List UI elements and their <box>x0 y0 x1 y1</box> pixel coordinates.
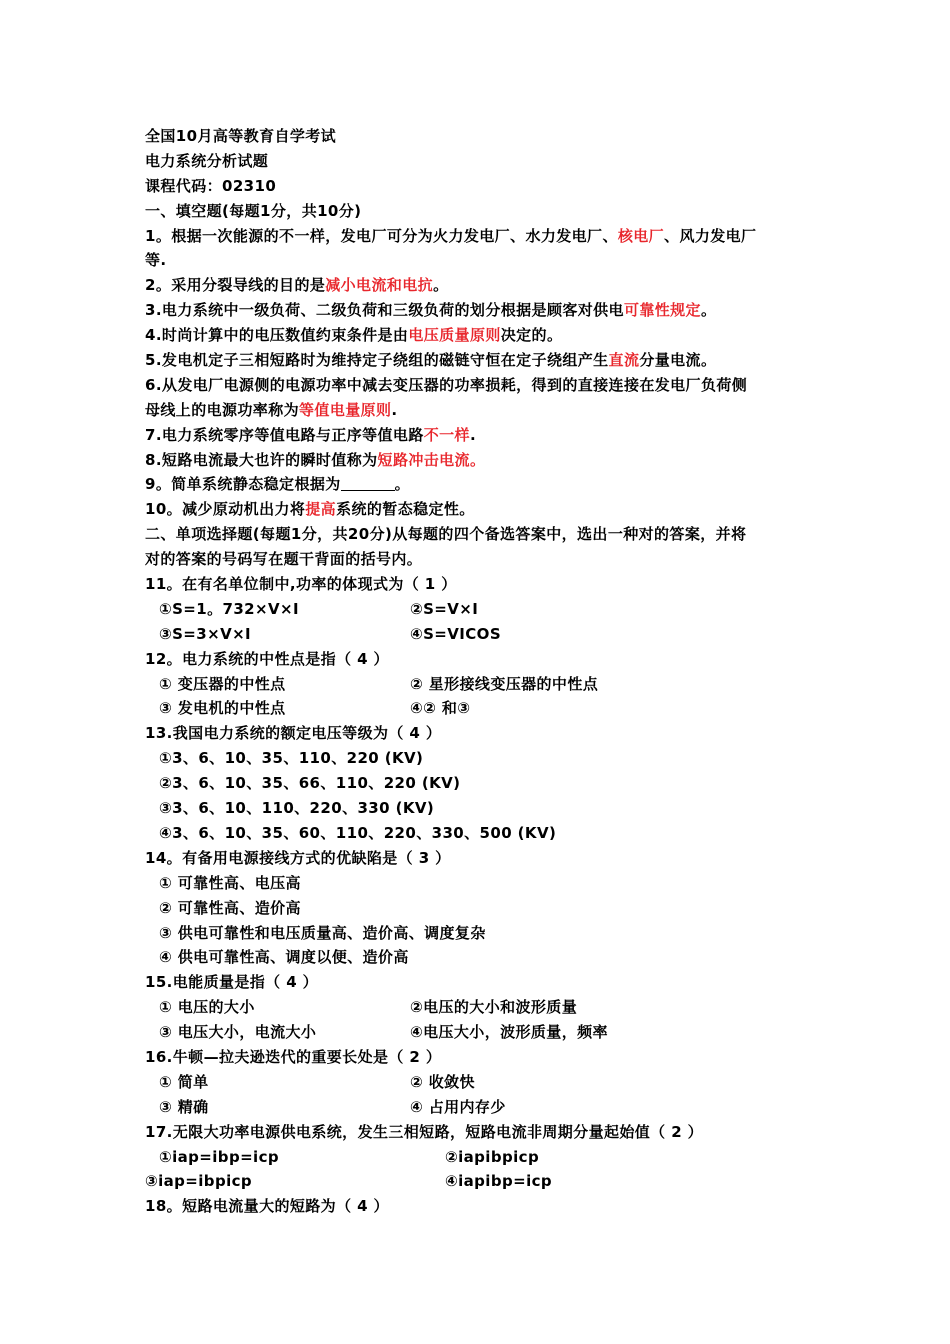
option-13-4: ④3、6、10、35、60、110、220、330、500 (KV) <box>159 823 557 842</box>
option: ② 星形接线变压器的中性点 <box>410 674 599 693</box>
section2-title-cont: 对的答案的号码写在题干背面的括号内。 <box>145 550 423 569</box>
section1-title: 一、填空题(每题1分，共10分) <box>145 201 362 220</box>
option-13-3: ③3、6、10、110、220、330 (KV) <box>159 799 435 818</box>
options-15-row1 <box>145 995 815 1020</box>
question-7: 7.电力系统零序等值电路与正序等值电路不一样. <box>145 425 477 444</box>
option: ②S=V×I <box>410 599 479 618</box>
question-2: 2。采用分裂导线的目的是减小电流和电抗。 <box>145 276 449 295</box>
question-8: 8.短路电流最大也许的瞬时值称为短路冲击电流。 <box>145 450 486 469</box>
option-14-2: ② 可靠性高、造价高 <box>159 898 301 917</box>
options-15-row2 <box>145 1020 815 1045</box>
option: ④S=VICOS <box>410 624 502 643</box>
option-14-4: ④ 供电可靠性高、调度以便、造价高 <box>159 948 409 967</box>
question-1: 1。根据一次能源的不一样，发电厂可分为火力发电厂、水力发电厂、核电厂、风力发电厂 <box>145 226 757 245</box>
options-12-row1 <box>145 672 815 697</box>
answer-10: 提高 <box>305 500 337 519</box>
answer-1: 核电厂 <box>617 226 665 245</box>
question-4: 4.时尚计算中的电压数值约束条件是由电压质量原则决定的。 <box>145 326 563 345</box>
answer-blank-9 <box>341 476 395 491</box>
section2-title: 二、单项选择题(每题1分，共20分)从每题的四个备选答案中，选出一种对的答案，并将 <box>145 525 747 544</box>
option: ③ 精确 <box>159 1097 209 1116</box>
option: ③ 发电机的中性点 <box>159 699 286 718</box>
question-12: 12。电力系统的中性点是指（ 4 ） <box>145 649 389 668</box>
question-5: 5.发电机定子三相短路时为维持定子绕组的磁链守恒在定子绕组产生直流分量电流。 <box>145 351 717 370</box>
subject-title: 电力系统分析试题 <box>145 151 269 170</box>
option-14-1: ① 可靠性高、电压高 <box>159 873 301 892</box>
options-17-row2 <box>145 1169 815 1194</box>
course-code: 课程代码：02310 <box>145 176 277 195</box>
option-13-1: ①3、6、10、35、110、220 (KV) <box>159 749 424 768</box>
answer-6: 等值电量原则 <box>299 400 392 419</box>
question-16: 16.牛顿—拉夫逊迭代的重要长处是（ 2 ） <box>145 1047 442 1066</box>
question-3: 3.电力系统中一级负荷、二级负荷和三级负荷的划分根据是顾客对供电可靠性规定。 <box>145 301 717 320</box>
options-11-row2 <box>145 622 815 647</box>
exam-title: 全国10月高等教育自学考试 <box>145 127 337 145</box>
option: ④iapibp=icp <box>445 1172 553 1191</box>
option: ①S=1。732×V×I <box>159 599 299 618</box>
option-14-3: ③ 供电可靠性和电压质量高、造价高、调度复杂 <box>159 923 486 942</box>
question-6: 6.从发电厂电源侧的电源功率中减去变压器的功率损耗，得到的直接连接在发电厂负荷侧 <box>145 375 748 394</box>
option: ② 收敛快 <box>410 1072 475 1091</box>
option-13-2: ②3、6、10、35、66、110、220 (KV) <box>159 774 461 793</box>
option: ③ 电压大小，电流大小 <box>159 1023 317 1042</box>
options-11-row1 <box>145 597 815 622</box>
option: ① 电压的大小 <box>159 998 255 1017</box>
options-16-row1 <box>145 1070 815 1095</box>
answer-4: 电压质量原则 <box>408 326 501 345</box>
question-9: 9。简单系统静态稳定根据为 。 <box>145 475 411 494</box>
answer-3: 可靠性规定 <box>623 301 701 320</box>
question-10: 10。减少原动机出力将提高系统的暂态稳定性。 <box>145 500 475 519</box>
option: ②电压的大小和波形质量 <box>410 998 578 1017</box>
question-11: 11。在有名单位制中,功率的体现式为（ 1 ） <box>145 575 457 594</box>
option: ④② 和③ <box>410 699 471 718</box>
option: ① 变压器的中性点 <box>159 674 286 693</box>
answer-7: 不一样 <box>423 425 470 444</box>
options-12-row2 <box>145 696 815 721</box>
option: ②iapibpicp <box>445 1147 540 1166</box>
question-6-cont: 母线上的电源功率称为等值电量原则. <box>145 400 398 419</box>
question-17: 17.无限大功率电源供电系统，发生三相短路，短路电流非周期分量起始值（ 2 ） <box>145 1122 704 1141</box>
question-15: 15.电能质量是指（ 4 ） <box>145 973 319 992</box>
question-13: 13.我国电力系统的额定电压等级为（ 4 ） <box>145 724 442 743</box>
option: ④电压大小，波形质量，频率 <box>410 1023 608 1042</box>
option: ③S=3×V×I <box>159 624 252 643</box>
option: ① 简单 <box>159 1072 209 1091</box>
option: ①iap=ibp=icp <box>159 1147 280 1166</box>
question-18: 18。短路电流量大的短路为（ 4 ） <box>145 1197 389 1216</box>
options-16-row2 <box>145 1095 815 1120</box>
option: ③iap=ibpicp <box>145 1172 253 1191</box>
question-14: 14。有备用电源接线方式的优缺陷是（ 3 ） <box>145 848 451 867</box>
options-17-row1 <box>145 1145 815 1170</box>
question-1-cont: 等. <box>145 251 167 270</box>
document-body <box>145 124 815 1219</box>
answer-8: 短路冲击电流。 <box>377 450 486 469</box>
option: ④ 占用内存少 <box>410 1097 506 1116</box>
answer-5: 直流 <box>608 351 640 370</box>
answer-2: 减小电流和电抗 <box>325 276 434 295</box>
